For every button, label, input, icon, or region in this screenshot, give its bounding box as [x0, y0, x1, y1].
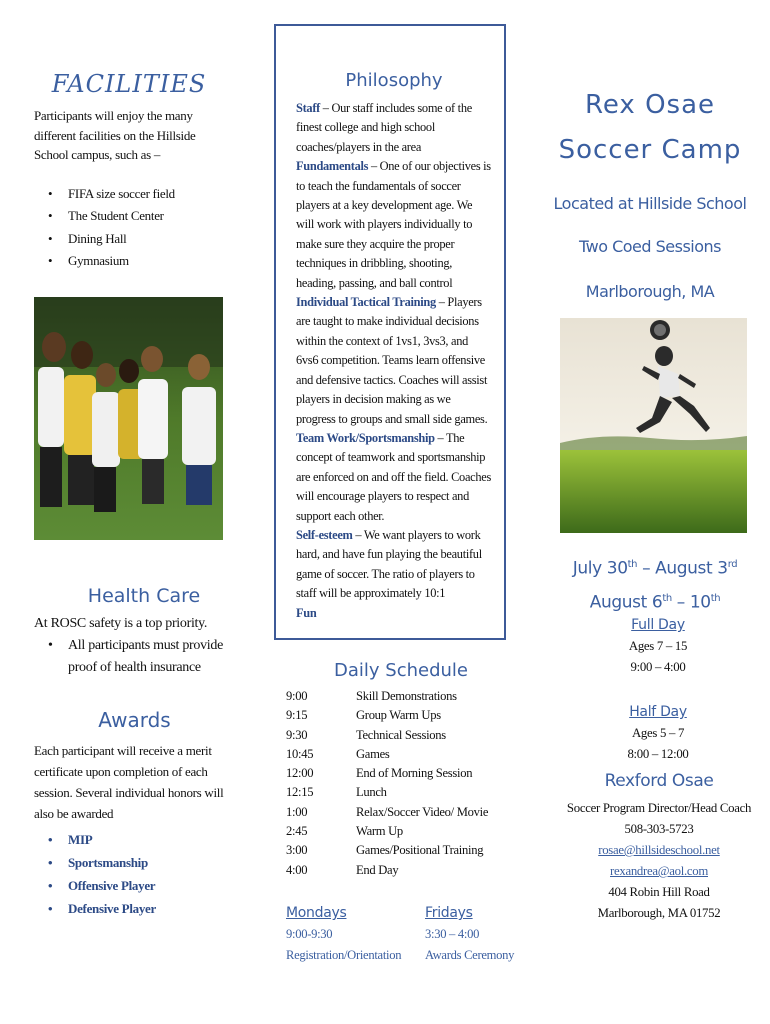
table-row — [286, 764, 516, 783]
title-line1: Rex Osae — [584, 90, 716, 120]
halfday-block — [578, 701, 738, 765]
cover-title — [540, 86, 760, 301]
contact-title: Soccer Program Director/Head Coach — [566, 801, 752, 815]
table-row — [286, 861, 516, 880]
fullday-block — [578, 614, 738, 678]
schedule-time: 9:30 — [286, 727, 308, 742]
table-row — [286, 803, 516, 822]
halfday-ages: Ages 5 – 7 — [631, 726, 685, 740]
philosophy-text — [296, 99, 492, 623]
fridays-label: Fridays — [425, 905, 473, 921]
soccer-photo — [560, 318, 747, 533]
philosophy-term-self-esteem: Self-esteem — [296, 527, 353, 542]
date-text: – August 3 — [637, 558, 728, 579]
schedule-activity: End Day — [356, 862, 399, 877]
fridays-block — [425, 902, 525, 966]
contact-address-1: 404 Robin Hill Road — [608, 885, 710, 899]
date-sup: th — [710, 592, 721, 604]
schedule-activity: End of Morning Session — [356, 766, 473, 781]
contact-address-2: Marlborough, MA 01752 — [597, 906, 721, 920]
list-item: • MIP — [34, 828, 229, 851]
date-range-1 — [550, 550, 760, 584]
city: Marlborough, MA — [585, 282, 715, 301]
philosophy-section — [296, 70, 492, 623]
schedule-time: 12:15 — [286, 785, 314, 800]
list-item: • Sportsmanship — [34, 851, 229, 874]
schedule-activity: Group Warm Ups — [356, 708, 441, 723]
philosophy-desc: – Players are taught to make individual decisions within the context of 1vs1, 3vs3, and 6vs6 competition. Teams learn offensive and defensive tactics. Coaches will assist players in decision making as we progress to groups and small side games. — [296, 295, 488, 426]
schedule-time: 9:00 — [286, 689, 308, 703]
contact-block — [560, 768, 758, 924]
awards-section — [34, 708, 229, 920]
schedule-time: 12:00 — [286, 766, 314, 781]
schedule-time: 3:00 — [286, 843, 308, 858]
date-range-2 — [550, 584, 760, 618]
facilities-intro: Participants will enjoy the many different facilities on the Hillside School campus, such as – — [34, 108, 196, 162]
schedule-activity: Skill Demonstrations — [356, 689, 457, 703]
team-photo — [34, 297, 223, 540]
schedule-time: 1:00 — [286, 804, 308, 819]
mondays-block — [286, 902, 416, 966]
philosophy-heading: Philosophy — [345, 70, 443, 91]
health-section — [34, 585, 234, 679]
philosophy-desc: – Our staff includes some of the finest college and high school coaches/players in the area — [296, 101, 472, 154]
contact-email-1[interactable]: rosae@hillsideschool.net — [598, 843, 720, 857]
schedule-heading: Daily Schedule — [334, 660, 468, 681]
date-sup: th — [627, 559, 638, 570]
awards-list — [34, 828, 229, 920]
fullday-ages: Ages 7 – 15 — [628, 639, 688, 653]
philosophy-desc: – We want players to work hard, and have fun playing the beautiful game of soccer. The ratio of players to staff will be approximately 10:1 — [296, 527, 482, 601]
health-heading: Health Care — [87, 585, 201, 607]
session-dates — [550, 550, 760, 617]
schedule-time: 2:45 — [286, 824, 308, 839]
philosophy-desc: – The concept of teamwork and sportsmanship are enforced on and off the field. Coaches will encourage players to respect and support each other. — [296, 430, 491, 523]
mondays-time: 9:00-9:30 — [286, 927, 333, 941]
schedule-activity: Relax/Soccer Video/ Movie — [356, 804, 489, 819]
date-sup: th — [662, 592, 672, 604]
awards-heading: Awards — [98, 708, 171, 732]
philosophy-term-fundamentals: Fundamentals — [296, 159, 369, 174]
health-list — [34, 635, 234, 679]
list-item: • All participants must provide proof of health insurance — [34, 635, 234, 679]
fullday-hours: 9:00 – 4:00 — [630, 660, 686, 674]
mondays-desc: Registration/Orientation — [286, 948, 402, 962]
facilities-heading: FACILITIES — [51, 70, 207, 98]
schedule-table — [286, 687, 516, 880]
halfday-hours: 8:00 – 12:00 — [627, 747, 689, 761]
table-row — [286, 726, 516, 745]
schedule-time: 10:45 — [286, 746, 314, 761]
contact-email-2[interactable]: rexandrea@aol.com — [610, 864, 708, 878]
date-sup: rd — [727, 559, 738, 570]
schedule-activity: Games — [356, 746, 390, 761]
schedule-activity: Warm Up — [356, 824, 403, 839]
list-item: • FIFA size soccer field — [34, 183, 224, 206]
schedule-time: 4:00 — [286, 862, 308, 877]
table-row — [286, 687, 516, 706]
table-row — [286, 706, 516, 725]
philosophy-term-staff: Staff — [296, 101, 320, 115]
philosophy-term-tactical: Individual Tactical Training — [296, 295, 436, 310]
philosophy-desc: – One of our objectives is to teach the fundamentals of soccer players at a key development age. We will work with players individually to make sure they acquire the proper techniques in dribbling, shooting, heading, passing, and ball control — [296, 159, 491, 290]
schedule-time: 9:15 — [286, 708, 308, 723]
philosophy-term-teamwork: Team Work/Sportsmanship — [296, 430, 435, 445]
fridays-desc: Awards Ceremony — [425, 948, 515, 962]
date-text: July 30 — [572, 558, 628, 579]
fullday-label: Full Day — [631, 617, 685, 633]
title-line2: Soccer Camp — [558, 135, 742, 165]
fridays-time: 3:30 – 4:00 — [425, 927, 480, 941]
philosophy-term-fun: Fun — [296, 605, 317, 620]
awards-text: Each participant will receive a merit certificate upon completion of each session. Several individual honors will also be awarded — [34, 743, 224, 821]
table-row — [286, 841, 516, 860]
list-item: • The Student Center — [34, 205, 224, 228]
facilities-section — [34, 70, 224, 273]
date-text: August 6 — [589, 592, 663, 613]
health-text: At ROSC safety is a top priority. — [34, 616, 208, 631]
schedule-section — [286, 660, 516, 880]
table-row — [286, 783, 516, 802]
schedule-activity: Technical Sessions — [356, 727, 446, 742]
list-item: • Gymnasium — [34, 250, 224, 273]
location: Located at Hillside School — [553, 194, 747, 213]
halfday-label: Half Day — [629, 704, 687, 720]
list-item: • Offensive Player — [34, 874, 229, 897]
schedule-activity: Lunch — [356, 785, 387, 800]
contact-phone: 508-303-5723 — [624, 822, 694, 836]
list-item: • Dining Hall — [34, 228, 224, 251]
table-row — [286, 745, 516, 764]
facilities-list — [34, 183, 224, 273]
mondays-label: Mondays — [286, 905, 347, 921]
table-row — [286, 822, 516, 841]
list-item: • Defensive Player — [34, 897, 229, 920]
contact-name: Rexford Osae — [604, 771, 714, 791]
schedule-activity: Games/Positional Training — [356, 843, 484, 858]
date-text: – 10 — [671, 592, 711, 613]
sessions: Two Coed Sessions — [578, 237, 721, 256]
